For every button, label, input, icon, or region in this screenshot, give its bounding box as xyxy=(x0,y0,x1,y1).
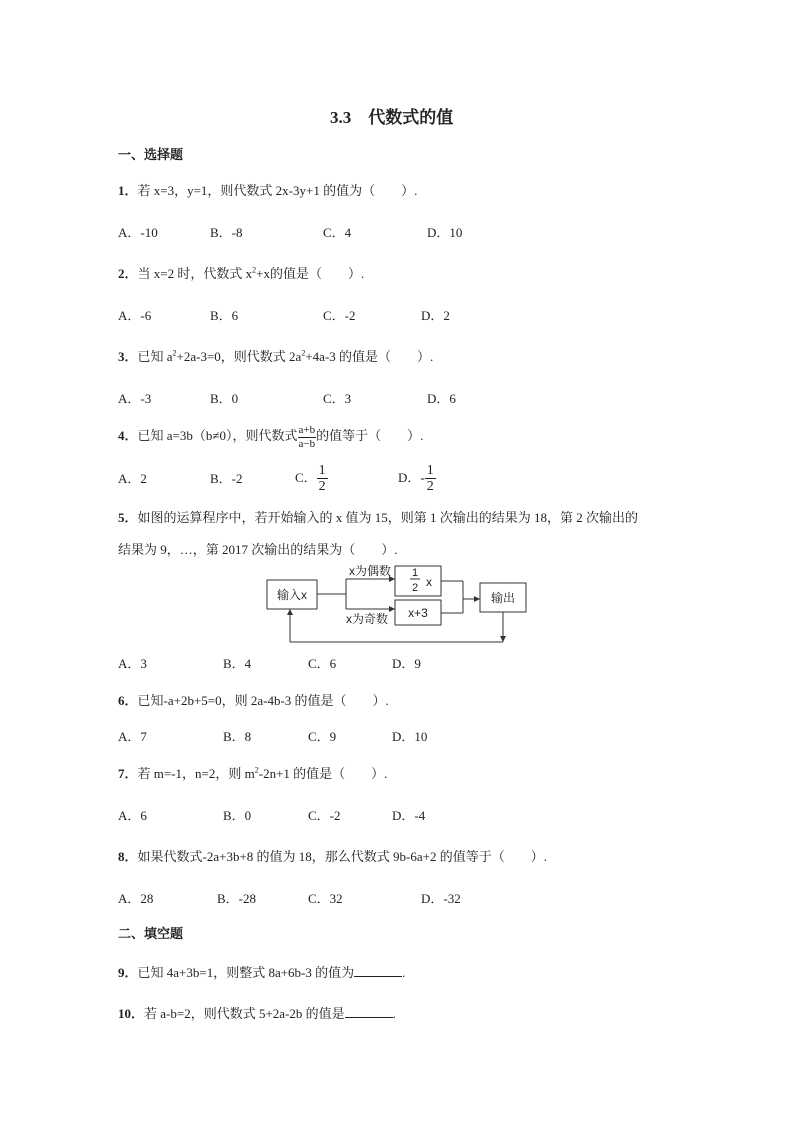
question-1 xyxy=(118,184,417,197)
q5-option-b: B．4 xyxy=(223,656,252,671)
question-number: 5． xyxy=(118,510,138,525)
answer-blank xyxy=(345,1006,393,1018)
question-text-end: 的值等于（ ）. xyxy=(316,428,424,444)
question-8 xyxy=(118,850,547,863)
question-number: 3． xyxy=(118,349,138,364)
q3-option-c: C．3 xyxy=(323,391,352,406)
question-10 xyxy=(118,1006,396,1020)
question-text: 当 x=2 时，代数式 x xyxy=(137,266,253,281)
q2-option-a: A．-6 xyxy=(118,308,152,323)
q8-option-c: C．32 xyxy=(308,891,343,906)
q7-option-d: D．-4 xyxy=(392,808,426,823)
half-x: x xyxy=(426,575,432,589)
question-text-end: +4a-3 的值是（ ）. xyxy=(305,349,434,364)
question-number: 8． xyxy=(118,849,138,864)
question-6 xyxy=(118,694,389,707)
odd-label: x为奇数 xyxy=(345,612,389,626)
fraction xyxy=(298,424,317,450)
q4-option-a: A．2 xyxy=(118,471,147,486)
minus-sign: - xyxy=(420,469,425,485)
question-4 xyxy=(118,424,423,450)
exponent: 2 xyxy=(254,765,259,775)
exponent: 2 xyxy=(172,348,177,358)
exponent: 2 xyxy=(301,348,306,358)
fraction-numerator: 1 xyxy=(318,463,326,478)
question-text-end: -2n+1 的值是（ ）. xyxy=(258,766,388,781)
q1-option-a: A．-10 xyxy=(118,225,158,240)
exponent: 2 xyxy=(252,265,257,275)
section-choice-heading: 一、选择题 xyxy=(118,147,184,162)
q1-option-d: D．10 xyxy=(427,225,463,240)
q6-option-b: B．8 xyxy=(223,729,252,744)
q1-option-b: B．-8 xyxy=(210,225,243,240)
even-label: x为偶数 xyxy=(348,564,392,578)
question-text: 如图的运算程序中，若开始输入的 x 值为 15，则第 1 次输出的结果为 18，第 2 次输出的 xyxy=(137,510,639,525)
question-text: 若 x=3，y=1，则代数式 2x-3y+1 的值为（ ）. xyxy=(137,183,418,198)
q3-option-a: A．-3 xyxy=(118,391,152,406)
question-number: 1． xyxy=(118,183,138,198)
period: . xyxy=(392,1006,396,1021)
half-fraction xyxy=(317,463,328,495)
fraction-denominator: 2 xyxy=(318,479,326,495)
flowchart xyxy=(260,563,540,652)
question-text: 已知 4a+3b=1，则整式 8a+6b-3 的值为 xyxy=(137,965,355,980)
plus3-label: x+3 xyxy=(408,606,428,620)
q2-option-c: C．-2 xyxy=(323,308,356,323)
fraction-numerator: 1 xyxy=(426,463,434,478)
option-label: D． xyxy=(398,469,421,485)
input-label: 输入x xyxy=(276,588,308,602)
option-label: C． xyxy=(295,469,317,485)
q8-option-b: B．-28 xyxy=(217,891,257,906)
q1-option-c: C．4 xyxy=(323,225,352,240)
question-5-line-2: 结果为 9，…，第 2017 次输出的结果为（ ）. xyxy=(118,542,398,557)
q4-option-b: B．-2 xyxy=(210,471,243,486)
fraction-denominator: a−b xyxy=(298,437,316,450)
question-text: 若 m=-1，n=2，则 m xyxy=(137,766,255,781)
q8-option-d: D．-32 xyxy=(421,891,461,906)
question-text: 若 a-b=2，则代数式 5+2a-2b 的值是 xyxy=(144,1006,345,1021)
fraction-numerator: a+b xyxy=(298,424,316,436)
question-text: 已知 a xyxy=(137,349,173,364)
question-number: 9． xyxy=(118,965,138,980)
question-text: 已知 a=3b（b≠0），则代数式 xyxy=(137,428,298,444)
half-fraction xyxy=(425,463,436,495)
half-numerator: 1 xyxy=(411,567,419,579)
question-number: 2． xyxy=(118,266,138,281)
question-text-mid: +2a-3=0，则代数式 2a xyxy=(176,349,302,364)
fraction-denominator: 2 xyxy=(426,479,434,495)
question-text: 如果代数式-2a+3b+8 的值为 18，那么代数式 9b-6a+2 的值等于（ ）. xyxy=(137,849,547,864)
q3-option-b: B．0 xyxy=(210,391,239,406)
section-fill-heading: 二、填空题 xyxy=(118,926,184,941)
q7-option-c: C．-2 xyxy=(308,808,341,823)
q5-option-d: D．9 xyxy=(392,656,421,671)
question-7 xyxy=(118,767,387,780)
half-denominator: 2 xyxy=(411,582,419,594)
period: . xyxy=(402,965,406,980)
q5-option-c: C．6 xyxy=(308,656,337,671)
question-number: 10． xyxy=(118,1006,145,1021)
q4-option-c xyxy=(295,463,328,495)
q3-option-d: D．6 xyxy=(427,391,456,406)
q6-option-a: A．7 xyxy=(118,729,147,744)
question-9 xyxy=(118,965,405,979)
q7-option-b: B．0 xyxy=(223,808,252,823)
question-5-line-1 xyxy=(118,511,638,524)
page-title: 3.3 代数式的值 xyxy=(330,108,454,127)
q4-option-d xyxy=(398,463,436,495)
q6-option-d: D．10 xyxy=(392,729,428,744)
q7-option-a: A．6 xyxy=(118,808,147,823)
question-number: 6． xyxy=(118,693,138,708)
question-3 xyxy=(118,350,433,363)
question-text-end: +x的值是（ ）. xyxy=(256,266,365,281)
q2-option-d: D．2 xyxy=(421,308,450,323)
answer-blank xyxy=(354,965,402,977)
question-number: 4． xyxy=(118,428,138,444)
q6-option-c: C．9 xyxy=(308,729,337,744)
q8-option-a: A．28 xyxy=(118,891,154,906)
question-number: 7． xyxy=(118,766,138,781)
q2-option-b: B．6 xyxy=(210,308,239,323)
flowchart-diagram xyxy=(260,563,540,648)
question-text: 已知-a+2b+5=0，则 2a-4b-3 的值是（ ）. xyxy=(137,693,389,708)
question-2 xyxy=(118,267,364,280)
output-label: 输出 xyxy=(490,591,516,605)
q5-option-a: A．3 xyxy=(118,656,147,671)
